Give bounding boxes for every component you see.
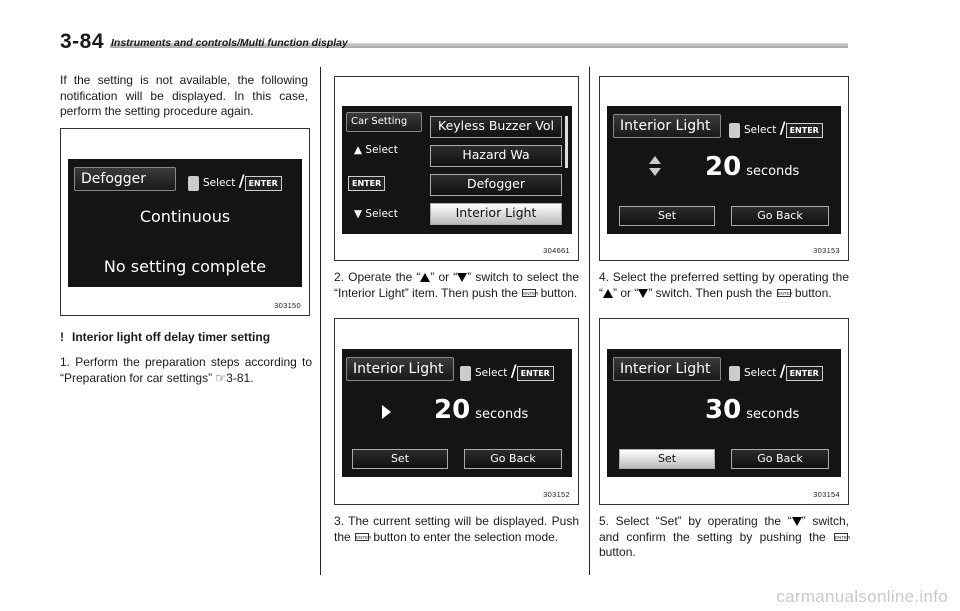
figure-code: 304661 bbox=[543, 246, 570, 255]
watermark: carmanualsonline.info bbox=[776, 587, 948, 606]
select-up: ▲ Select bbox=[354, 144, 398, 156]
select-hint: Select / ENTER bbox=[729, 361, 823, 381]
scrollbar bbox=[565, 116, 568, 168]
display-screen bbox=[342, 349, 572, 477]
figure-code: 303150 bbox=[274, 301, 301, 310]
down-arrow-icon bbox=[649, 168, 661, 176]
menu-item-hazard: Hazard Wa bbox=[430, 145, 562, 167]
select-hint: Select / ENTER bbox=[460, 361, 554, 381]
warning-mark: ! bbox=[60, 330, 64, 344]
display-screen bbox=[607, 349, 841, 477]
step-2: 2. Operate the “ ” or “ ” switch to select the “Interior Light” item. Then push the ENTER button. bbox=[334, 270, 579, 300]
display-screen bbox=[68, 159, 302, 287]
up-down-icon bbox=[729, 366, 740, 381]
up-down-icon bbox=[729, 123, 740, 138]
go-back-button: Go Back bbox=[731, 206, 829, 226]
enter-icon: ENTER bbox=[786, 366, 823, 381]
menu-title: Car Setting bbox=[346, 112, 422, 132]
up-down-icon bbox=[460, 366, 471, 381]
step-4: 4. Select the preferred setting by operating the “ ” or “ ” switch. Then push the ENTER button. bbox=[599, 270, 849, 300]
step-3: 3. The current setting will be displayed. Push the ENTER button to enter the selection mode. bbox=[334, 514, 579, 544]
select-hint: Select / ENTER bbox=[188, 171, 282, 191]
setting-value: Continuous bbox=[139, 207, 231, 226]
select-down: ▼ Select bbox=[354, 208, 398, 220]
set-button: Set bbox=[352, 449, 448, 469]
menu-item-defogger: Defogger bbox=[430, 174, 562, 196]
figure-interior-light-current bbox=[334, 318, 579, 505]
up-down-icon bbox=[188, 176, 199, 191]
section-heading-block bbox=[60, 330, 312, 386]
section-title: Instruments and controls/Multi function display bbox=[111, 37, 348, 49]
page-number: 3-84 bbox=[60, 30, 105, 53]
select-hint: Select / ENTER bbox=[729, 118, 823, 138]
up-arrow-icon bbox=[603, 289, 613, 298]
figure-interior-light-select bbox=[599, 76, 849, 261]
down-arrow-icon bbox=[792, 517, 802, 526]
step-1: 1. Perform the preparation steps according to “Preparation for car settings” ☞3-81. bbox=[60, 355, 312, 385]
screen-title: Defogger bbox=[74, 167, 176, 191]
enter-button-icon: ENTER bbox=[356, 535, 372, 541]
notification-text: No setting complete bbox=[103, 257, 267, 276]
column-divider bbox=[589, 67, 590, 575]
go-back-button: Go Back bbox=[464, 449, 562, 469]
enter-icon: ENTER bbox=[786, 123, 823, 138]
go-back-button: Go Back bbox=[731, 449, 829, 469]
display-screen bbox=[607, 106, 841, 234]
step-5: 5. Select “Set” by operating the “ ” switch, and confirm the setting by pushing the ENTER button. bbox=[599, 514, 851, 560]
display-screen bbox=[342, 106, 572, 234]
menu-item-keyless-buzzer: Keyless Buzzer Vol bbox=[430, 116, 562, 138]
down-arrow-icon bbox=[638, 289, 648, 298]
section-heading: ! Interior light off delay timer setting bbox=[60, 330, 271, 344]
figure-car-setting bbox=[334, 76, 579, 261]
menu-item-interior-light: Interior Light bbox=[430, 203, 562, 225]
figure-interior-light-new bbox=[599, 318, 849, 505]
enter-icon: ENTER bbox=[348, 176, 385, 191]
figure-defogger bbox=[60, 128, 310, 316]
screen-title: Interior Light bbox=[346, 357, 454, 381]
column-1 bbox=[60, 73, 308, 120]
pointer-icon bbox=[382, 405, 391, 419]
enter-icon: ENTER bbox=[245, 176, 282, 191]
set-button: Set bbox=[619, 206, 715, 226]
setting-value: 30 seconds bbox=[705, 395, 800, 425]
intro-paragraph: If the setting is not available, the following notification will be displayed. In this case, perform the setting procedure again. bbox=[60, 73, 308, 119]
column-divider bbox=[320, 67, 321, 575]
enter-button-icon: ENTER bbox=[523, 291, 539, 297]
enter-button-icon: ENTER bbox=[835, 535, 851, 541]
reference-icon: ☞ bbox=[215, 370, 227, 385]
down-arrow-icon bbox=[457, 273, 467, 282]
set-button: Set bbox=[619, 449, 715, 469]
figure-code: 303153 bbox=[813, 246, 840, 255]
figure-code: 303154 bbox=[813, 490, 840, 499]
enter-button-icon: ENTER bbox=[777, 291, 793, 297]
enter-icon: ENTER bbox=[517, 366, 554, 381]
setting-value: 20 seconds bbox=[434, 395, 529, 425]
setting-value: 20 seconds bbox=[705, 152, 800, 182]
figure-code: 303152 bbox=[543, 490, 570, 499]
screen-title: Interior Light bbox=[613, 357, 721, 381]
up-arrow-icon bbox=[649, 156, 661, 164]
up-arrow-icon bbox=[420, 273, 430, 282]
screen-title: Interior Light bbox=[613, 114, 721, 138]
